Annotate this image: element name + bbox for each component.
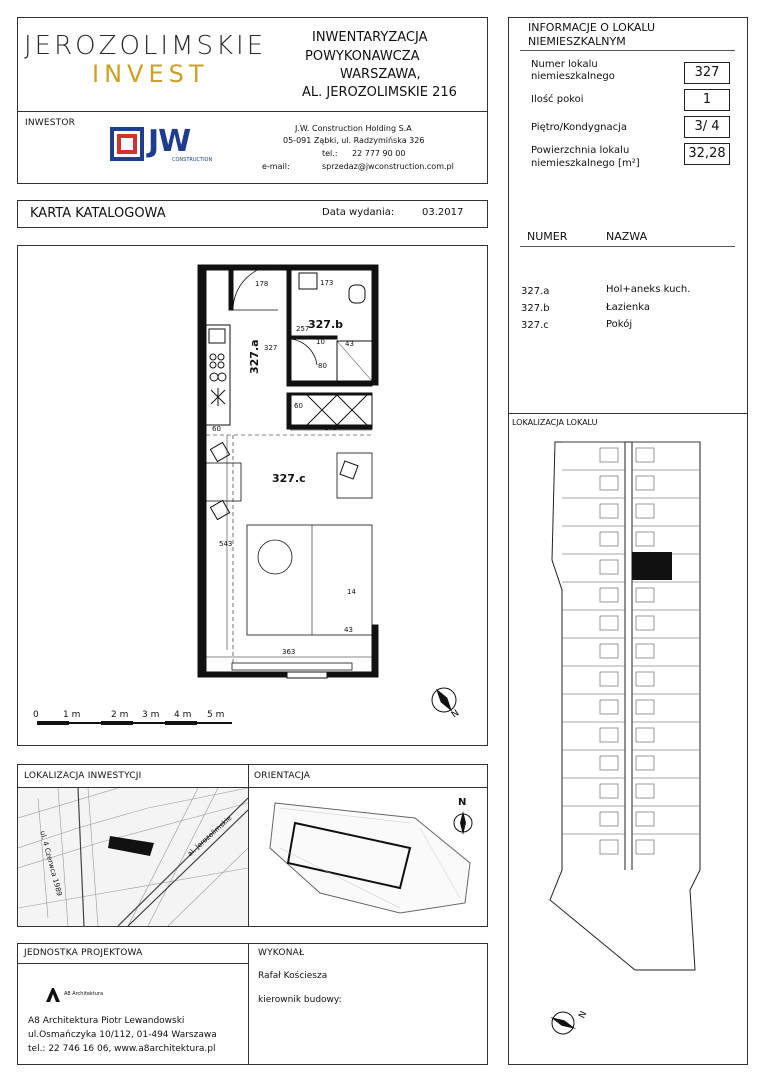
- dim-543: 543: [219, 540, 233, 548]
- info-row1-value: 327: [684, 62, 730, 84]
- room-1-name: Hol+aneks kuch.: [606, 284, 691, 295]
- info-col-underline: [520, 246, 735, 247]
- dim-43b: 43: [344, 626, 353, 634]
- dim-173: 173: [320, 279, 334, 287]
- dim-60a: 60: [294, 402, 303, 410]
- info-row3-label: Piętro/Kondygnacja: [531, 122, 628, 133]
- contractor-label: WYKONAŁ: [258, 948, 305, 958]
- dim-257: 257: [296, 325, 310, 333]
- scale-bar: [37, 721, 232, 725]
- scale-2: 2 m: [111, 710, 129, 720]
- site-orient-label: ORIENTACJA: [254, 771, 311, 781]
- investor-email-label: e-mail:: [262, 162, 290, 171]
- investor-tel: 22 777 90 00: [352, 149, 406, 158]
- info-title-underline: [520, 50, 735, 51]
- a8-logo-icon: [44, 986, 62, 1004]
- scale-0: 0: [33, 710, 39, 720]
- street-1: ul. 4 Czerwca 1989: [38, 830, 64, 897]
- info-row1-label-b: niemieszkalnego: [531, 71, 615, 82]
- dim-363: 363: [282, 648, 296, 656]
- info-row4-label-b: niemieszkalnego [m²]: [531, 158, 640, 169]
- jw-logo-text: JW: [148, 124, 191, 159]
- site-divider: [248, 764, 249, 927]
- investor-email: sprzedaz@jwconstruction.com.pl: [322, 162, 454, 171]
- street-2: al. Jerozolimskie: [186, 814, 234, 858]
- dim-80: 80: [318, 362, 327, 370]
- info-row1-label-a: Numer lokalu: [531, 59, 598, 70]
- design-tel: tel.: 22 746 16 06, www.a8architektura.pl: [28, 1044, 216, 1054]
- orientation-north: N: [458, 797, 467, 808]
- info-row4-label-a: Powierzchnia lokalu: [531, 145, 630, 156]
- dim-60b: 60: [212, 425, 221, 433]
- dim-178: 178: [255, 280, 269, 288]
- scale-1: 1 m: [63, 710, 81, 720]
- info-row4-value: 32,28: [684, 143, 730, 165]
- orientation-map: [250, 788, 487, 926]
- info-col-number: NUMER: [527, 230, 568, 243]
- investor-label: INWESTOR: [25, 118, 76, 128]
- building-compass-n: N: [577, 1009, 590, 1021]
- project-line4: AL. JEROZOLIMSKIE 216: [302, 85, 457, 100]
- brand-line1: JEROZOLIMSKIE: [24, 31, 267, 61]
- room-3-name: Pokój: [606, 319, 633, 330]
- brand-line2: INVEST: [92, 60, 209, 88]
- building-compass: [545, 1005, 581, 1041]
- contractor-name: Rafał Kościesza: [258, 971, 328, 981]
- design-addr: ul.Osmańczyka 10/112, 01-494 Warszawa: [28, 1030, 217, 1040]
- info-title-2: NIEMIESZKALNYM: [528, 35, 626, 48]
- card-date: 03.2017: [422, 207, 464, 218]
- design-header-line: [17, 963, 248, 964]
- jw-logo: [110, 124, 213, 166]
- info-title-1: INFORMACJE O LOKALU: [528, 21, 656, 34]
- design-firm: A8 Architektura Piotr Lewandowski: [28, 1016, 185, 1026]
- info-location-label: LOKALIZACJA LOKALU: [512, 418, 598, 427]
- info-row3-value: 3/ 4: [684, 116, 730, 138]
- dim-10: 10: [316, 338, 325, 346]
- contractor-role: kierownik budowy:: [258, 995, 342, 1005]
- info-loc-line: [508, 413, 748, 414]
- card-title: KARTA KATALOGOWA: [30, 206, 166, 221]
- building-floor-plan: [540, 430, 740, 990]
- room-3-num: 327.c: [521, 320, 549, 331]
- dim-43a: 43: [345, 340, 354, 348]
- header-divider: [17, 111, 488, 112]
- design-divider: [248, 943, 249, 1065]
- room-a-label: 327.a: [248, 339, 261, 374]
- north-arrow-icon: [454, 811, 472, 835]
- plan-compass: [432, 686, 461, 720]
- card-date-label: Data wydania:: [322, 207, 395, 218]
- room-2-name: Łazienka: [606, 302, 651, 313]
- project-line3: WARSZAWA,: [340, 67, 421, 82]
- dim-175: 175: [324, 424, 338, 432]
- scale-5: 5 m: [207, 710, 225, 720]
- investor-address: 05-091 Ząbki, ul. Radzymińska 326: [283, 136, 425, 145]
- scale-3: 3 m: [142, 710, 160, 720]
- room-1-num: 327.a: [521, 286, 550, 297]
- room-2-num: 327.b: [521, 303, 550, 314]
- project-line1: INWENTARYZACJA: [312, 30, 428, 45]
- info-col-name: NAZWA: [606, 230, 648, 243]
- room-c-label: 327.c: [272, 472, 306, 485]
- info-row2-value: 1: [684, 89, 730, 111]
- svg-text:N: N: [449, 708, 462, 721]
- investor-tel-label: tel.:: [322, 149, 338, 158]
- project-line2: POWYKONAWCZA: [305, 49, 420, 64]
- dim-14: 14: [347, 588, 356, 596]
- floor-plan: [17, 245, 488, 746]
- info-row2-label: Ilość pokoi: [531, 94, 584, 105]
- site-loc-label: LOKALIZACJA INWESTYCJI: [24, 771, 142, 781]
- dim-327: 327: [264, 344, 278, 352]
- room-b-label: 327.b: [308, 318, 344, 331]
- jw-logo-sub: CONSTRUCTION: [172, 157, 213, 163]
- investor-company: J.W. Construction Holding S.A: [295, 124, 412, 133]
- a8-logo-text: A8 Architektura: [64, 991, 104, 997]
- scale-4: 4 m: [174, 710, 192, 720]
- design-unit-label: JEDNOSTKA PROJEKTOWA: [24, 948, 143, 958]
